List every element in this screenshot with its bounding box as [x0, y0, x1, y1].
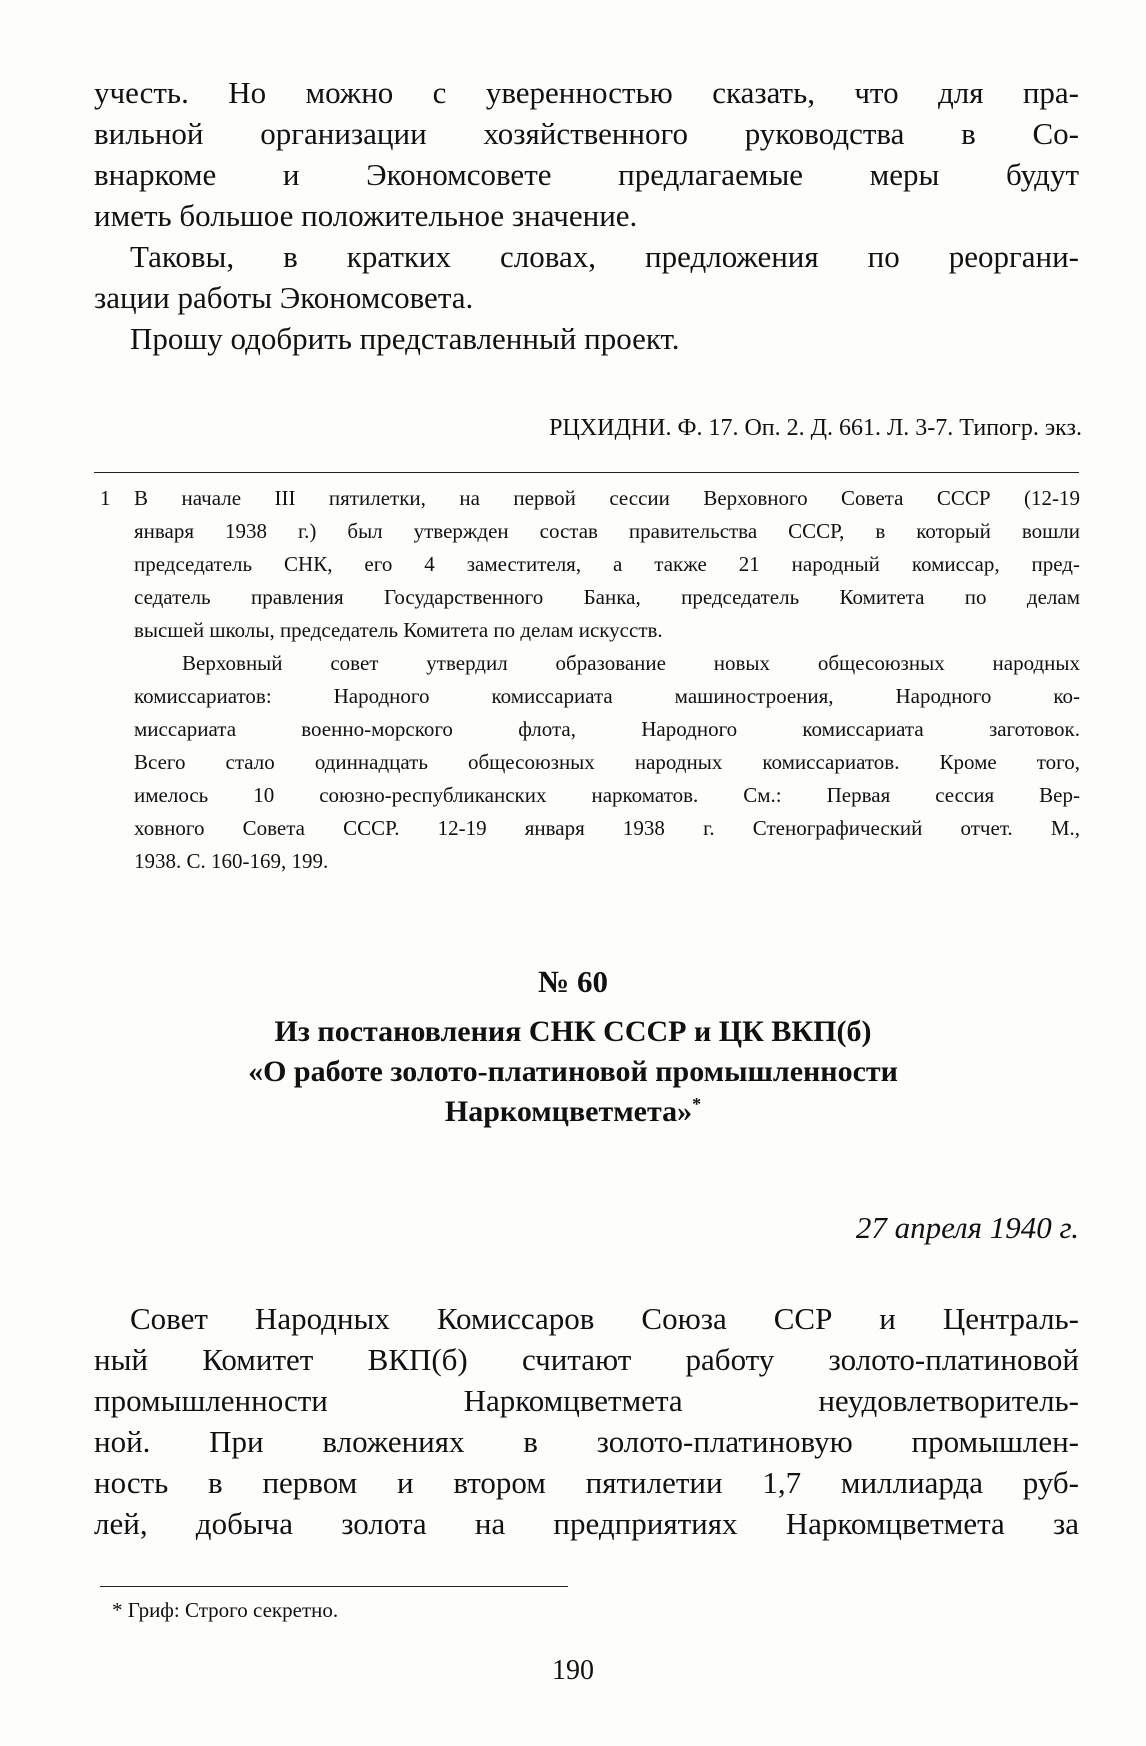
text-line: Совет Народных Комиссаров Союза ССР и Централь- [130, 1301, 1079, 1336]
document-paragraph [94, 1298, 1079, 1544]
text-line: промышленности Наркомцветмета неудовлетворитель- [94, 1383, 1079, 1418]
document-number: № 60 [538, 964, 608, 999]
footnote-line: высшей школы, председатель Комитета по делам искусств. [134, 618, 663, 642]
document-date: 27 апреля 1940 г. [855, 1210, 1079, 1245]
asterisk-note-divider [100, 1586, 568, 1587]
footnote-line: имелось 10 союзно-республиканских наркоматов. См.: Первая сессия Вер- [134, 783, 1080, 807]
text-line: Прошу одобрить представленный проект. [130, 321, 680, 356]
archive-source: РЦХИДНИ. Ф. 17. Оп. 2. Д. 661. Л. 3-7. Типогр. экз. [549, 415, 1082, 441]
title-line-with-mark [0, 1092, 1146, 1132]
footnote-line: председатель СНК, его 4 заместителя, а также 21 народный комиссар, пред- [134, 552, 1080, 576]
intro-text [94, 72, 1079, 359]
text-line: лей, добыча золота на предприятиях Наркомцветмета за [94, 1506, 1079, 1541]
footnote-line: В начале III пятилетки, на первой сессии Верховного Совета СССР (12-19 [134, 486, 1080, 510]
title-line: Из постановления СНК СССР и ЦК ВКП(б) [274, 1015, 872, 1048]
text-line: Таковы, в кратких словах, предложения по реоргани- [130, 239, 1079, 274]
page-number: 190 [552, 1655, 594, 1686]
text-line: учесть. Но можно с уверенностью сказать, что для пра- [94, 75, 1079, 110]
footnote-number: 1 [100, 486, 111, 510]
footnote-mark: * [692, 1094, 702, 1114]
intro-paragraph-1 [94, 72, 1079, 236]
footnote-paragraph-1 [134, 482, 1080, 647]
footnote-line: комиссариатов: Народного комиссариата машиностроения, Народного ко- [134, 684, 1080, 708]
footnote-divider [94, 472, 1079, 473]
footnote-paragraph-2 [134, 647, 1080, 878]
footnote [100, 482, 1080, 878]
footnote-line: Верховный совет утвердил образование новых общесоюзных народных [182, 651, 1080, 675]
footnote-line: 1938. С. 160-169, 199. [134, 849, 329, 873]
document-text [94, 1298, 1079, 1544]
footnote-line: седатель правления Государственного Банка, председатель Комитета по делам [134, 585, 1080, 609]
text-line: ность в первом и втором пятилетии 1,7 миллиарда руб- [94, 1465, 1079, 1500]
footnote-line: Всего стало одиннадцать общесоюзных народных комиссариатов. Кроме того, [134, 750, 1080, 774]
text-line: ной. При вложениях в золото-платиновую промышлен- [94, 1424, 1079, 1459]
intro-paragraph-3 [94, 318, 1079, 359]
document-title [0, 1012, 1146, 1132]
title-line: «О работе золото-платиновой промышленности [248, 1055, 898, 1088]
text-line: иметь большое положительное значение. [94, 198, 638, 233]
text-line: зации работы Экономсовета. [94, 280, 474, 315]
text-line: вильной организации хозяйственного руководства в Со- [94, 116, 1079, 151]
text-line: ный Комитет ВКП(б) считают работу золото-платиновой [94, 1342, 1079, 1377]
footnote-line: ховного Совета СССР. 12-19 января 1938 г. Стенографический отчет. М., [134, 816, 1080, 840]
text-line: внаркоме и Экономсовете предлагаемые меры будут [94, 157, 1079, 192]
title-line: Наркомцветмета» [444, 1095, 693, 1128]
asterisk-note: * Гриф: Строго секретно. [112, 1598, 339, 1622]
footnote-line: января 1938 г.) был утвержден состав правительства СССР, в который вошли [134, 519, 1080, 543]
intro-paragraph-2 [94, 236, 1079, 318]
footnote-line: миссариата военно-морского флота, Народного комиссариата заготовок. [134, 717, 1080, 741]
